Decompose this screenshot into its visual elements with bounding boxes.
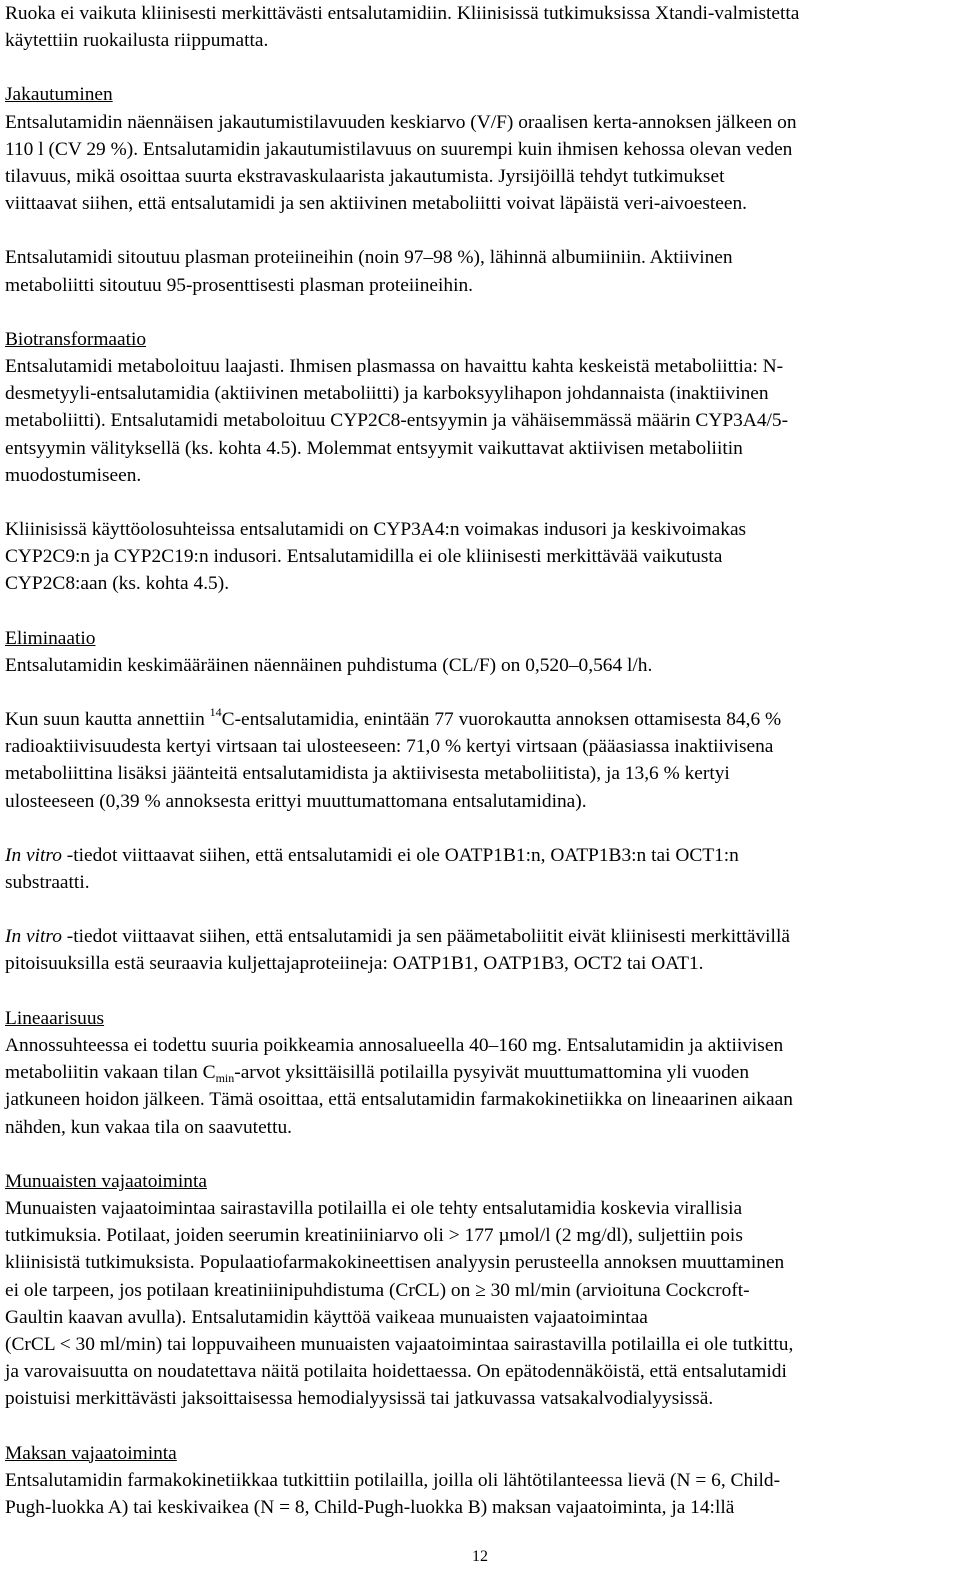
text-line: metaboliittina lisäksi jäänteitä entsalutamidista ja aktiivisesta metaboliitista), ja 13,6 % kertyi [5,763,730,785]
renal-paragraph [5,1195,955,1413]
text-fragment: metaboliitin vakaan tilan C [5,1062,216,1084]
text-line: pitoisuuksilla estä seuraavia kuljettajaproteiineja: OATP1B1, OATP1B3, OCT2 tai OAT1. [5,953,704,975]
text-line: Entsalutamidin näennäisen jakautumistilavuuden keskiarvo (V/F) oraalisen kerta-annoksen jälkeen on [5,111,797,133]
text-line: ulosteeseen (0,39 % annoksesta erittyi muuttumattomana entsalutamidina). [5,790,587,812]
text-line: tilavuus, mikä osoittaa suurta ekstravaskulaarista jakautumista. Jyrsijöillä tehdyt tutkimukset [5,166,725,188]
text-line: tutkimuksia. Potilaat, joiden seerumin kreatiniiniarvo oli > 177 µmol/l (2 mg/dl), suljettiin pois [5,1225,743,1247]
elimination-heading: Eliminaatio [5,627,96,649]
isotope-superscript: 14 [209,705,222,720]
text-line: Entsalutamidi metaboloituu laajasti. Ihmisen plasmassa on havaittu kahta keskeistä metaboliittia: N- [5,356,784,378]
text-line: substraatti. [5,872,90,894]
text-line: CYP2C8:aan (ks. kohta 4.5). [5,573,230,595]
text-line: Entsalutamidin farmakokinetiikkaa tutkittiin potilailla, joilla oli lähtötilanteessa lievä (N = 6, Child- [5,1469,781,1491]
intro-line: käytettiin ruokailusta riippumatta. [5,30,269,52]
page-number: 12 [472,1548,488,1565]
text-fragment: C-entsalutamidia, enintään 77 vuorokautta annoksen ottamisesta 84,6 % [221,709,782,731]
text-line: viittaavat siihen, että entsalutamidi ja sen aktiivinen metaboliitti voivat läpäistä veri-aivoesteen. [5,193,748,215]
distribution-heading: Jakautuminen [5,84,113,106]
in-vitro-substrate-paragraph [5,842,955,896]
text-fragment: Kun suun kautta annettiin [5,709,210,731]
induction-paragraph [5,516,955,598]
text-fragment: -tiedot viittaavat siihen, että entsalutamidi ja sen päämetaboliitit eivät kliinisesti merkittävillä [61,926,790,948]
text-line: entsyymin välityksellä (ks. kohta 4.5). Molemmat entsyymit vaikuttavat aktiivisen metaboliitin [5,437,743,459]
text-line: metaboliitti sitoutuu 95-prosenttisesti plasman proteiineihin. [5,274,474,296]
in-vitro-inhibition-paragraph [5,923,955,977]
renal-heading: Munuaisten vajaatoiminta [5,1170,207,1192]
biotransformation-heading: Biotransformaatio [5,328,147,350]
linearity-paragraph [5,1032,955,1141]
text-line: metaboliitti). Entsalutamidi metaboloituu CYP2C8-entsyymin ja vähäisemmässä määrin CYP3A4/5- [5,410,789,432]
hepatic-heading: Maksan vajaatoiminta [5,1442,177,1464]
text-line: radioaktiivisuudesta kertyi virtsaan tai ulosteeseen: 71,0 % kertyi virtsaan (pääasiassa inaktiivisena [5,736,774,758]
text-line: muodostumiseen. [5,464,142,486]
text-fragment: -tiedot viittaavat siihen, että entsalutamidi ei ole OATP1B1:n, OATP1B3:n tai OCT1:n [61,844,739,866]
excretion-paragraph [5,706,955,815]
text-line: CYP2C9:n ja CYP2C19:n indusori. Entsalutamidilla ei ole kliinisesti merkittävää vaikutusta [5,546,723,568]
protein-binding-paragraph [5,244,955,298]
biotransformation-paragraph [5,353,955,489]
text-line: ei ole tarpeen, jos potilaan kreatiniinipuhdistuma (CrCL) on ≥ 30 ml/min (arvioituna Cockcroft- [5,1279,750,1301]
text-fragment: -arvot yksittäisillä potilailla pysyivät muuttumattomina yli vuoden [234,1062,750,1084]
clearance-paragraph: Entsalutamidin keskimääräinen näennäinen puhdistuma (CL/F) on 0,520–0,564 l/h. [5,654,653,676]
in-vitro-italic: In vitro [5,844,62,866]
text-line: (CrCL < 30 ml/min) tai loppuvaiheen munuaisten vajaatoimintaa sairastavilla potilailla ei ole tutkittu, [5,1333,794,1355]
text-line: Kliinisissä käyttöolosuhteissa entsalutamidi on CYP3A4:n voimakas indusori ja keskivoimakas [5,519,747,541]
text-line: desmetyyli-entsalutamidia (aktiivinen metaboliitti) ja karboksyylihapon johdannaista (inaktiivinen [5,383,769,405]
text-line: Pugh-luokka A) tai keskivaikea (N = 8, Child-Pugh-luokka B) maksan vajaatoiminta, ja 14:llä [5,1496,735,1518]
text-line: nähden, kun vakaa tila on saavutettu. [5,1116,292,1138]
text-line: ja varovaisuutta on noudatettava näitä potilaita hoidettaessa. On epätodennäköistä, että entsalutamidi [5,1361,787,1383]
intro-paragraph [5,0,955,54]
text-line: poistuisi merkittävästi jaksoittaisessa hemodialyysissä tai jatkuvassa vatsakalvodialyysissä. [5,1388,714,1410]
distribution-paragraph [5,109,955,218]
text-line: jatkuneen hoidon jälkeen. Tämä osoittaa, että entsalutamidin farmakokinetiikka on lineaarinen aikaan [5,1089,793,1111]
linearity-heading: Lineaarisuus [5,1007,105,1029]
text-line: Entsalutamidi sitoutuu plasman proteiineihin (noin 97–98 %), lähinnä albumiiniin. Aktiivinen [5,247,733,269]
text-line: kliinisistä tutkimuksista. Populaatiofarmakokineettisen analyysin perusteella annoksen muuttaminen [5,1252,785,1274]
text-line: Annossuhteessa ei todettu suuria poikkeamia annosalueella 40–160 mg. Entsalutamidin ja aktiivisen [5,1034,784,1056]
text-line: Munuaisten vajaatoimintaa sairastavilla potilailla ei ole tehty entsalutamidia koskevia virallisia [5,1197,743,1219]
document-body [5,0,955,1521]
in-vitro-italic: In vitro [5,926,62,948]
hepatic-paragraph [5,1467,955,1521]
text-line: 110 l (CV 29 %). Entsalutamidin jakautumistilavuus on suurempi kuin ihmisen kehossa olevan veden [5,138,793,160]
cmin-subscript: min [215,1071,235,1086]
text-line: Gaultin kaavan avulla). Entsalutamidin käyttöä vaikeaa munuaisten vajaatoimintaa [5,1306,648,1328]
intro-line: Ruoka ei vaikuta kliinisesti merkittävästi entsalutamidiin. Kliinisissä tutkimuksissa Xtandi-valmistetta [5,3,800,24]
